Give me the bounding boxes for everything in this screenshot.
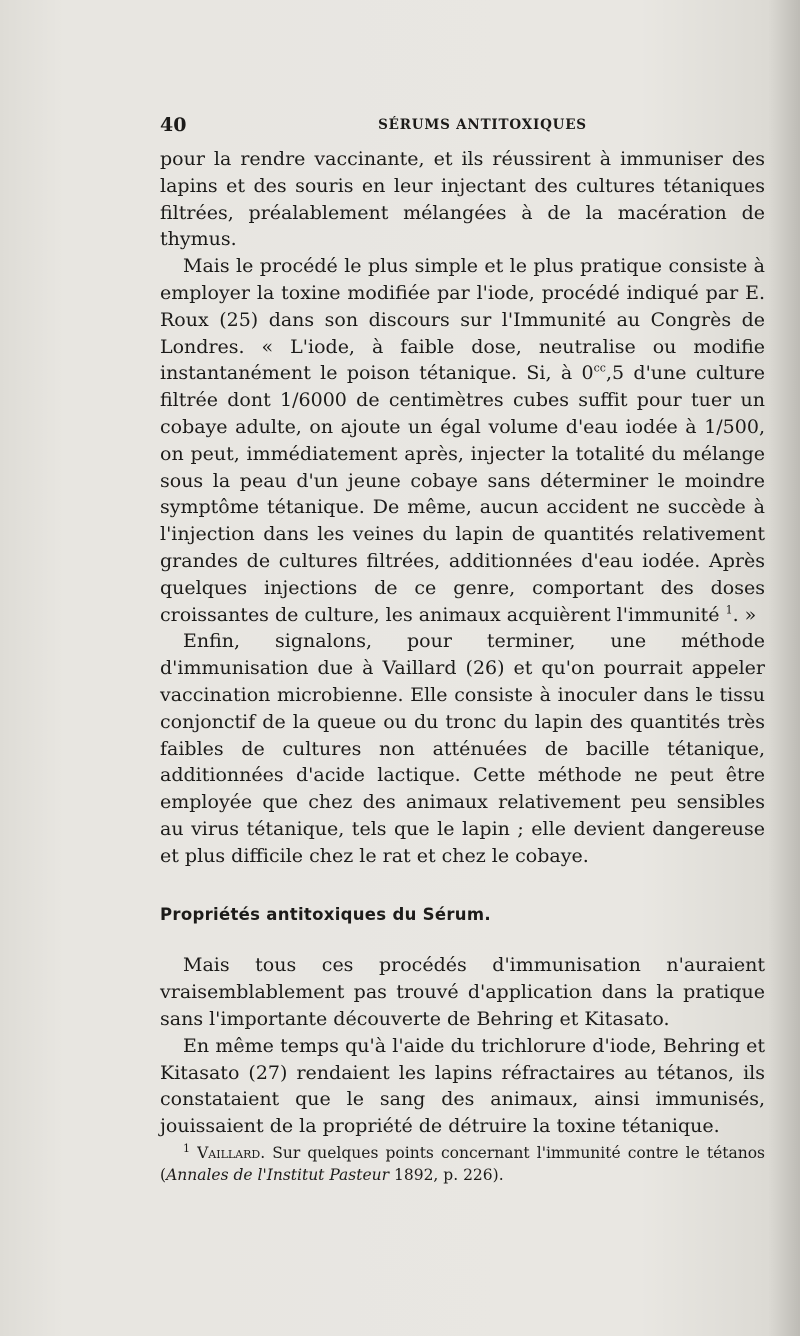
footnote-journal: Annales de l'Institut Pasteur — [166, 1166, 390, 1184]
footnote-reference: 1 — [725, 603, 733, 617]
paragraph-behring-kitasato: En même temps qu'à l'aide du trichlorure d'iode, Behring et Kitasato (27) rendaient les lapins réfractaires au tétanos, ils constataient que le sang des animaux, ainsi immunisés, jouissaient de la propriété de détruire la toxine tétanique. — [160, 1034, 765, 1138]
footnote-run: . Sur quelques points concernant l'immunité contre le tétanos ( — [160, 1144, 765, 1184]
footnote-marker: 1 — [183, 1141, 190, 1155]
text-run: Mais le procédé le plus simple et le plus pratique consiste à employer la toxine modifiée par l'iode, procédé indiqué par E. Roux (25) dans son discours sur l'Immunité au Congrès de Londres. « L'iode, à faible dose, neutralise ou modifie instantanément le poison tétanique. Si, à 0 — [160, 255, 765, 385]
running-title: SÉRUMS ANTITOXIQUES — [378, 117, 587, 133]
footnote — [160, 1142, 765, 1186]
footnote-text — [160, 1142, 765, 1186]
text-run: ,5 d'une culture filtrée dont 1/6000 de centimètres cubes suffit pour tuer un cobaye adulte, on ajoute un égal volume d'eau iodée à 1/500, on peut, immédiatement après, injecter la totalité du mélange sous la peau d'un jeune cobaye sans déterminer le moindre symptôme tétanique. De même, aucun accident ne succède à l'injection dans les veines du lapin de quantités relativement grandes de cultures filtrées, additionnées d'eau iodée. Après quelques injections de ce genre, comportant des doses croissantes de culture, les animaux acquièrent l'immunité — [160, 362, 765, 626]
main-text — [160, 146, 765, 1140]
paragraph-roux-method — [160, 253, 765, 628]
section-heading: Propriétés antitoxiques du Sérum. — [160, 904, 491, 924]
text-run: . » — [732, 603, 757, 626]
footnote-run: 1892, p. 226). — [389, 1166, 504, 1184]
paragraph-behring-discovery: Mais tous ces procédés d'immunisation n'auraient vraisemblablement pas trouvé d'application dans la pratique sans l'importante découverte de Behring et Kitasato. — [160, 954, 765, 1030]
page-header — [160, 114, 765, 140]
paragraph-continuation: pour la rendre vaccinante, et ils réussirent à immuniser des lapins et des souris en leur injectant des cultures tétaniques filtrées, préalablement mélangées à de la macération de thymus. — [160, 148, 765, 251]
paragraph-vaillard-method: Enfin, signalons, pour terminer, une méthode d'immunisation due à Vaillard (26) et qu'on pourrait appeler vaccination microbienne. Elle consiste à inoculer dans le tissu conjonctif de la queue ou du tronc du lapin des quantités très faibles de cultures non atténuées de bacille tétanique, additionnées d'acide lactique. Cette méthode ne peut être employée que chez des animaux relativement peu sensibles au virus tétanique, tels que le lapin ; elle devient dangereuse et plus difficile chez le rat et chez le cobaye. — [160, 630, 765, 867]
footnote-author: Vaillard — [197, 1144, 261, 1162]
page-number: 40 — [160, 114, 187, 136]
superscript-cc: cc — [593, 362, 606, 376]
